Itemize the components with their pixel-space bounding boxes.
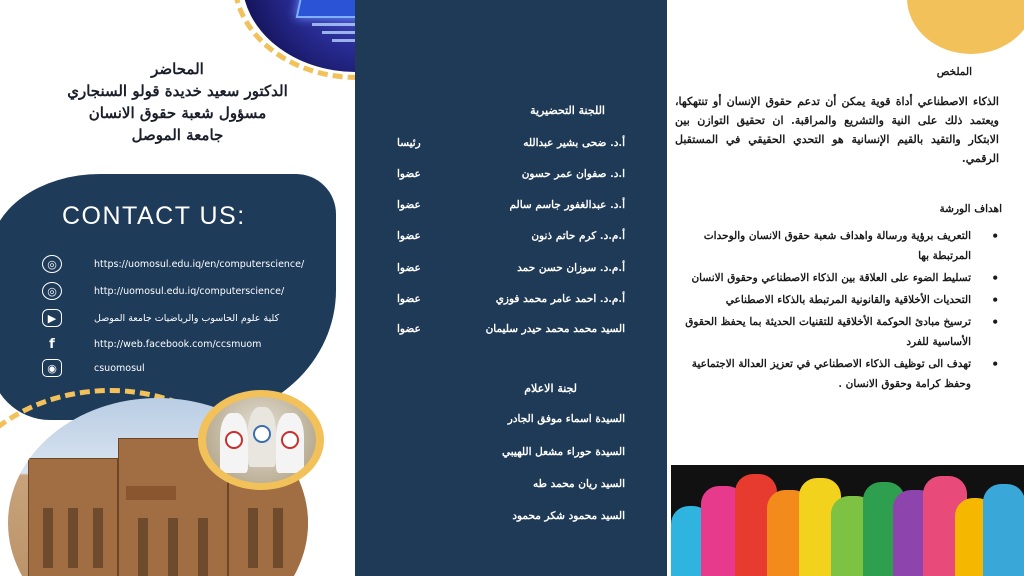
member-role: رئيسا bbox=[397, 137, 421, 149]
goal-item: • تهدف الى توظيف الذكاء الاصطناعي في تعزيز العدالة الاجتماعية وحفظ كرامة وحقوق الانسان . bbox=[677, 354, 1007, 394]
member-name: أ.د. ضحى بشير عبدالله bbox=[523, 137, 625, 149]
goals-list bbox=[677, 226, 1007, 396]
media-member: السيد محمود شكر محمود bbox=[512, 510, 625, 522]
member-role: عضوا bbox=[397, 168, 421, 180]
committee-title: اللجنة التحضيرية bbox=[530, 104, 605, 117]
member-role: عضوا bbox=[397, 230, 421, 242]
goal-item: • تسليط الضوء على العلاقة بين الذكاء الاصطناعي وحقوق الانسان bbox=[677, 268, 1007, 288]
contact-text: https://uomosul.edu.iq/en/computerscience/ bbox=[94, 258, 305, 270]
member-name: السيد محمد محمد حيدر سليمان bbox=[485, 323, 625, 335]
committee-member bbox=[355, 137, 667, 153]
university-logos-image bbox=[206, 397, 316, 483]
contact-text: كلية علوم الحاسوب والرياضيات جامعة الموصل bbox=[94, 312, 280, 324]
member-name: أ.م.د. احمد عامر محمد فوزي bbox=[495, 293, 625, 305]
goals-title: اهداف الورشة bbox=[939, 203, 1002, 215]
youtube-icon: ▶ bbox=[42, 309, 62, 327]
media-member: السيد ريان محمد طه bbox=[532, 478, 625, 490]
contact-text: http://web.facebook.com/ccsmuom bbox=[94, 338, 262, 350]
member-name: أ.م.د. سوزان حسن حمد bbox=[517, 262, 625, 274]
building-sign bbox=[126, 486, 176, 500]
summary-title: الملخص bbox=[936, 66, 972, 78]
committee-member bbox=[355, 168, 667, 184]
contact-text: csuomosul bbox=[94, 362, 145, 374]
member-role: عضوا bbox=[397, 199, 421, 211]
member-name: ا.د. صفوان عمر حسون bbox=[521, 168, 625, 180]
contact-row-instagram[interactable] bbox=[42, 358, 145, 378]
committee-member bbox=[355, 230, 667, 246]
globe-icon: ◎ bbox=[42, 255, 62, 273]
globe-icon: ◎ bbox=[42, 282, 62, 300]
media-committee-title: لجنة الاعلام bbox=[524, 382, 577, 395]
contact-row-website[interactable] bbox=[42, 281, 284, 301]
member-role: عضوا bbox=[397, 293, 421, 305]
goal-item: • التعريف برؤية ورسالة واهداف شعبة حقوق الانسان والوحدات المرتبطة بها bbox=[677, 226, 1007, 266]
lecturer-name: الدكتور سعيد خديدة قولو السنجاري bbox=[67, 82, 288, 100]
member-name: أ.م.د. كرم حاتم ذنون bbox=[531, 230, 625, 242]
committee-member bbox=[355, 199, 667, 215]
committee-member bbox=[355, 323, 667, 339]
media-member: السيدة اسماء موفق الجادر bbox=[507, 413, 625, 425]
middle-panel bbox=[355, 0, 667, 576]
lecturer-university: جامعة الموصل bbox=[131, 126, 224, 144]
summary-body: الذكاء الاصطناعي أداة قوية يمكن أن تدعم حقوق الإنسان أو تنتهكها، ويعتمد ذلك على النية والتشريع والمراقبة. ان تحقيق التوازن بين الابتكار والتقيد بالقيم الإنسانية هو التحدي الحقيقي في المستقبل الرقمي. bbox=[675, 95, 999, 165]
media-member: السيدة حوراء مشعل اللهيبي bbox=[501, 446, 625, 458]
lecturer-role: المحاضر bbox=[151, 60, 204, 78]
member-role: عضوا bbox=[397, 323, 421, 335]
committee-member bbox=[355, 262, 667, 278]
member-name: أ.د. عبدالغفور جاسم سالم bbox=[509, 199, 625, 211]
left-panel bbox=[0, 0, 355, 576]
member-role: عضوا bbox=[397, 262, 421, 274]
contact-row-youtube[interactable] bbox=[42, 308, 279, 328]
contact-title: CONTACT US: bbox=[62, 202, 246, 230]
goal-item: • ترسيخ مبادئ الحوكمة الأخلاقية للتقنيات الحديثة بما يحفظ الحقوق الأساسية للفرد bbox=[677, 312, 1007, 352]
instagram-icon: ◉ bbox=[42, 359, 62, 377]
colorful-hands-image bbox=[671, 465, 1024, 576]
contact-text: http://uomosul.edu.iq/computerscience/ bbox=[94, 285, 285, 297]
decorative-yellow-circle bbox=[907, 0, 1024, 54]
contact-row-facebook[interactable] bbox=[42, 334, 261, 354]
lecturer-position: مسؤول شعبة حقوق الانسان bbox=[88, 104, 267, 122]
committee-member bbox=[355, 293, 667, 309]
right-panel bbox=[667, 0, 1024, 576]
facebook-icon: f bbox=[49, 336, 55, 352]
lecturer-block bbox=[0, 58, 355, 146]
contact-row-website-en[interactable] bbox=[42, 254, 304, 274]
goal-item: • التحديات الأخلاقية والقانونية المرتبطة بالذكاء الاصطناعي bbox=[677, 290, 1007, 310]
